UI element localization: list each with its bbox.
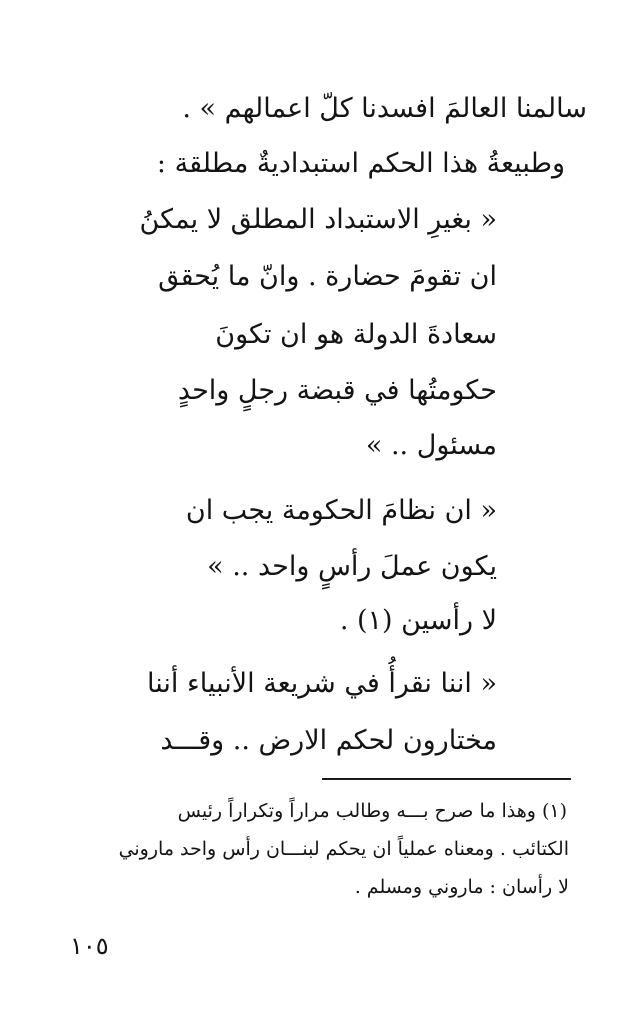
footnote-divider xyxy=(322,778,571,780)
footnote-line-2: الكتائب . ومعناه عملياً ان يحكم لبنـــان رأس واحد ماروني xyxy=(118,838,569,860)
body-line-1: سالمنا العالمَ افسدنا كلّ اعمالهم » . xyxy=(182,93,587,124)
quote-line-9: « اننا نقرأُ في شريعة الأنبياء أننا xyxy=(147,668,497,699)
quote-line-2: ان تقومَ حضارة . وانّ ما يُحقق xyxy=(158,261,497,292)
quote-line-4: حكومتُها في قبضة رجلٍ واحدٍ xyxy=(177,375,497,406)
footnote-line-3: لا رأسان : ماروني ومسلم . xyxy=(354,876,569,898)
quote-line-5: مسئول .. » xyxy=(365,430,497,461)
quote-line-3: سعادةَ الدولة هو ان تكونَ xyxy=(215,319,497,350)
quote-line-6: « ان نظامَ الحكومة يجب ان xyxy=(185,495,497,526)
page-number: ١٠٥ xyxy=(70,932,109,960)
footnote-line-1: (١) وهذا ما صرح بـــه وطالب مراراً وتكراراً رئيس xyxy=(177,800,567,822)
body-line-2: وطبيعةُ هذا الحكم استبداديةٌ مطلقة : xyxy=(156,148,565,179)
quote-line-1: « بغيرِ الاستبداد المطلق لا يمكنُ xyxy=(139,204,497,235)
quote-line-10: مختارون لحكم الارض .. وقـــد xyxy=(160,725,497,756)
quote-line-8: لا رأسين (١) . xyxy=(339,605,497,636)
quote-line-7: يكون عملَ رأسٍ واحد .. » xyxy=(207,551,497,582)
